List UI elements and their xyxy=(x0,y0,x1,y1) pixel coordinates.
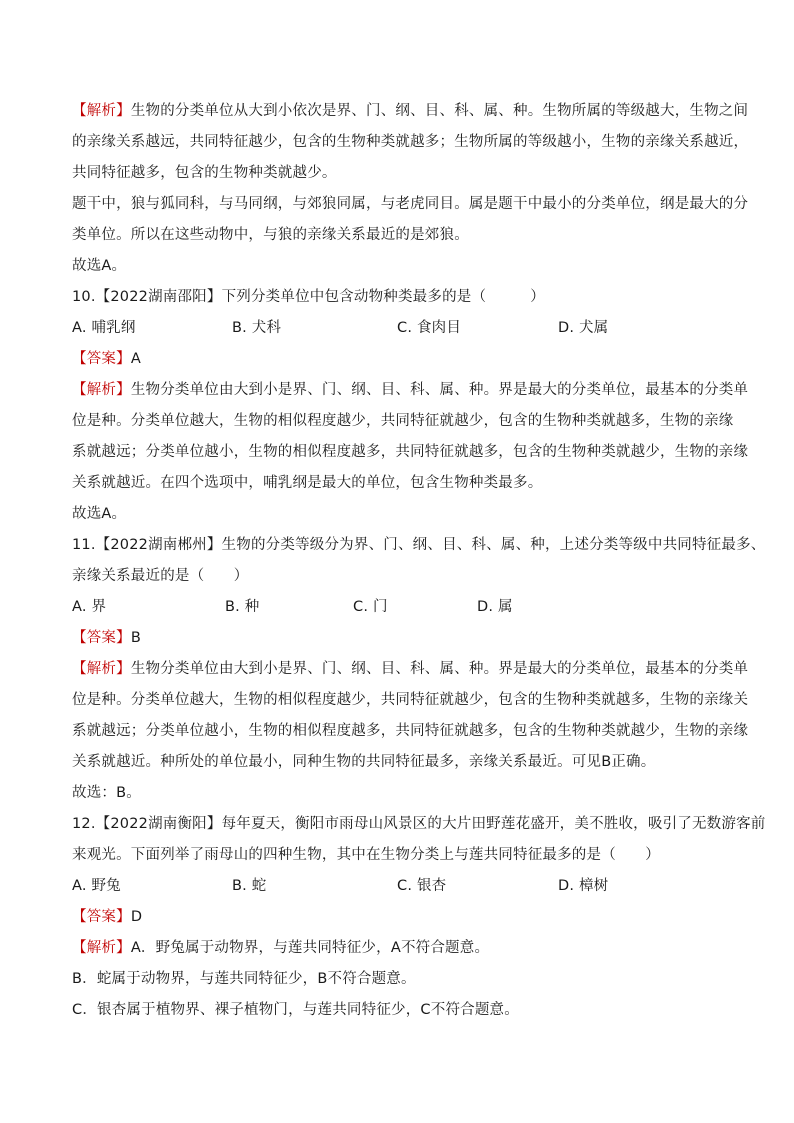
option-c: C. 门 xyxy=(353,599,388,615)
question-12-answer: 【答案】D xyxy=(72,909,143,925)
question-12-stem: 12.【2022湖南衡阳】每年夏天，衡阳市雨母山风景区的大片田野莲花盛开，美不胜收，吸引了无数游客前 xyxy=(72,816,766,832)
question-11-stem-cont: 亲缘关系最近的是（ ） xyxy=(72,568,249,584)
option-b: B. 种 xyxy=(225,599,260,615)
option-c: C. 食肉目 xyxy=(397,320,462,336)
intro-conclusion: 故选A。 xyxy=(72,258,127,274)
answer-tag: 【答案】 xyxy=(72,630,131,646)
intro-analysis-line: 题干中，狼与狐同科，与马同纲，与郊狼同属，与老虎同目。属是题干中最小的分类单位，纲是最大的分 xyxy=(72,196,749,212)
question-10-answer: 【答案】A xyxy=(72,351,141,367)
question-12-stem-cont: 来观光。下面列举了雨母山的四种生物，其中在生物分类上与莲共同特征最多的是（ ） xyxy=(72,847,660,863)
intro-analysis-line: 类单位。所以在这些动物中，与狼的亲缘关系最近的是郊狼。 xyxy=(72,227,469,243)
question-10-analysis-line: 位是种。分类单位越大，生物的相似程度越少，共同特征就越少，包含的生物种类就越多，生物的亲缘 xyxy=(72,413,734,429)
question-10-analysis-line: 【解析】生物分类单位由大到小是界、门、纲、目、科、属、种。界是最大的分类单位，最基本的分类单 xyxy=(72,382,749,398)
question-10-stem: 10.【2022湖南邵阳】下列分类单位中包含动物种类最多的是（ ） xyxy=(72,289,545,305)
option-b: B. 蛇 xyxy=(232,878,267,894)
question-11-analysis-line: 关系就越近。种所处的单位最小，同种生物的共同特征最多，亲缘关系最近。可见B正确。 xyxy=(72,754,656,770)
option-d: D. 樟树 xyxy=(558,878,609,894)
option-a: A. 哺乳纲 xyxy=(72,320,136,336)
question-source: 【2022湖南郴州】 xyxy=(95,537,222,553)
analysis-tag: 【解析】 xyxy=(72,382,131,398)
intro-analysis-line: 【解析】生物的分类单位从大到小依次是界、门、纲、目、科、属、种。生物所属的等级越大，生物之间 xyxy=(72,103,749,119)
question-11-analysis-line: 系就越远；分类单位越小，生物的相似程度越多，共同特征就越多，包含的生物种类就越少，生物的亲缘 xyxy=(72,723,749,739)
question-10-analysis-line: 关系就越近。在四个选项中，哺乳纲是最大的单位，包含生物种类最多。 xyxy=(72,475,543,491)
analysis-tag: 【解析】 xyxy=(72,940,131,956)
question-source: 【2022湖南衡阳】 xyxy=(95,816,222,832)
analysis-tag: 【解析】 xyxy=(72,661,131,677)
answer-tag: 【答案】 xyxy=(72,351,131,367)
question-12-analysis-line: 【解析】A．野兔属于动物界，与莲共同特征少，A不符合题意。 xyxy=(72,940,490,956)
question-10-analysis-line: 系就越远；分类单位越小，生物的相似程度越多，共同特征就越多，包含的生物种类就越少，生物的亲缘 xyxy=(72,444,749,460)
answer-tag: 【答案】 xyxy=(72,909,131,925)
option-c: C. 银杏 xyxy=(397,878,447,894)
intro-analysis-line: 的亲缘关系越远，共同特征越少，包含的生物种类就越多；生物所属的等级越小，生物的亲缘关系越近， xyxy=(72,134,749,150)
option-d: D. 属 xyxy=(477,599,513,615)
option-b: B. 犬科 xyxy=(232,320,282,336)
question-11-analysis-line: 【解析】生物分类单位由大到小是界、门、纲、目、科、属、种。界是最大的分类单位，最基本的分类单 xyxy=(72,661,749,677)
question-10-conclusion: 故选A。 xyxy=(72,506,127,522)
question-12-analysis-line: C．银杏属于植物界、裸子植物门，与莲共同特征少，C不符合题意。 xyxy=(72,1002,519,1018)
option-d: D. 犬属 xyxy=(558,320,609,336)
question-12-analysis-line: B．蛇属于动物界，与莲共同特征少，B不符合题意。 xyxy=(72,971,416,987)
question-11-answer: 【答案】B xyxy=(72,630,141,646)
question-11-conclusion: 故选：B。 xyxy=(72,785,141,801)
analysis-tag: 【解析】 xyxy=(72,103,131,119)
question-source: 【2022湖南邵阳】 xyxy=(95,289,222,305)
question-11-stem: 11.【2022湖南郴州】生物的分类等级分为界、门、纲、目、科、属、种，上述分类等级中共同特征最多、 xyxy=(72,537,766,553)
option-a: A. 野兔 xyxy=(72,878,121,894)
option-a: A. 界 xyxy=(72,599,107,615)
intro-analysis-line: 共同特征越多，包含的生物种类就越少。 xyxy=(72,165,337,181)
question-11-analysis-line: 位是种。分类单位越大，生物的相似程度越少，共同特征就越少，包含的生物种类就越多，生物的亲缘关 xyxy=(72,692,749,708)
